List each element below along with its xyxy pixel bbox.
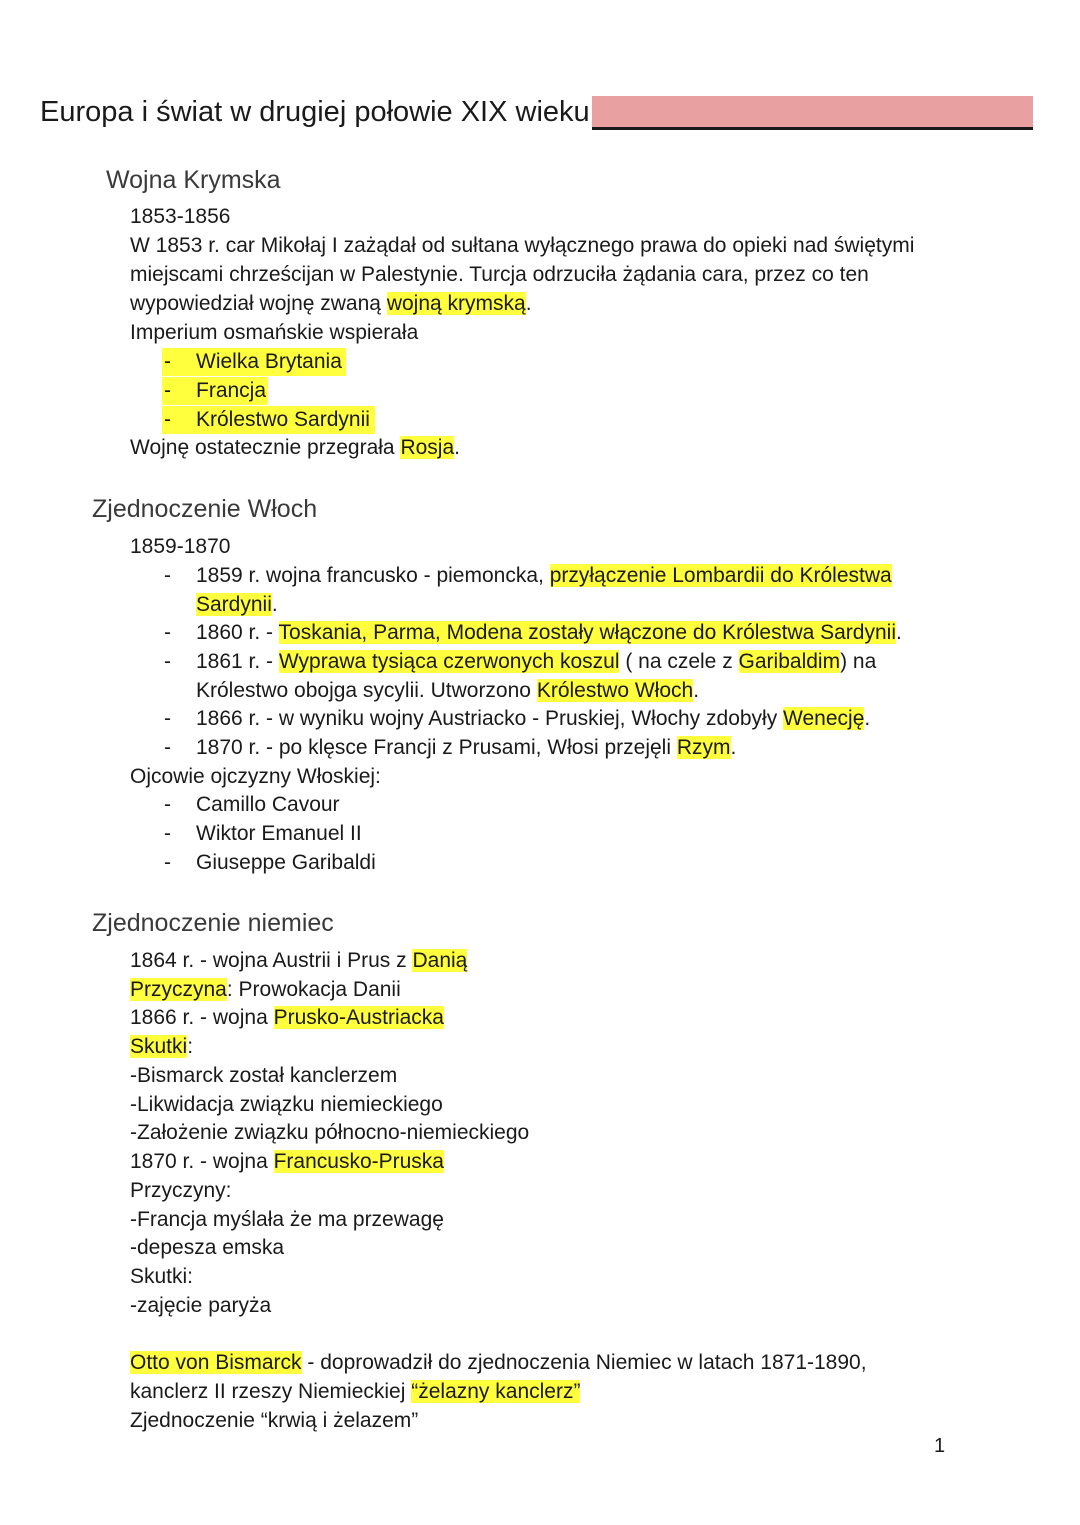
highlight: Prusko-Austriacka <box>273 1006 444 1029</box>
italy-event <box>196 648 876 677</box>
text: 1870 r. - wojna <box>130 1150 274 1173</box>
germany-line <box>130 976 401 1005</box>
text: . <box>525 292 532 315</box>
list-dash: - <box>164 736 171 759</box>
highlight: Toskania, Parma, Modena zostały włączone do Królestwa Sardynii <box>278 621 896 644</box>
italy-event <box>196 734 736 763</box>
text: . <box>271 593 278 616</box>
ally-item: Francja <box>196 379 267 402</box>
highlight: Przyczyna <box>130 978 227 1001</box>
text: - doprowadził do zjednoczenia Niemiec w latach 1871-1890, <box>301 1351 867 1374</box>
text: ) na <box>840 650 877 673</box>
list-dash: - <box>164 408 171 431</box>
title-bar <box>592 96 1033 130</box>
ally-item: Królestwo Sardynii <box>196 408 370 431</box>
germany-line: -depesza emska <box>130 1236 285 1259</box>
bismarck-line <box>130 1378 580 1407</box>
section-heading-crimean-war: Wojna Krymska <box>106 166 281 194</box>
germany-line: -zajęcie paryża <box>130 1294 272 1317</box>
germany-line: -Założenie związku północno-niemieckiego <box>130 1121 530 1144</box>
italy-event <box>196 705 870 734</box>
list-dash: - <box>164 350 171 373</box>
text: Królestwo obojga sycylii. Utworzono <box>196 679 537 702</box>
text: kanclerz II rzeszy Niemieckiej <box>130 1380 412 1403</box>
highlight: wojną krymską <box>386 292 526 315</box>
bismarck-line: Zjednoczenie “krwią i żelazem” <box>130 1409 419 1432</box>
highlight: Francusko-Pruska <box>273 1150 444 1173</box>
list-dash: - <box>164 564 171 587</box>
text: 1859 r. wojna francusko - piemoncka, <box>196 564 550 587</box>
highlight: przyłączenie Lombardii do Królestwa <box>549 564 892 587</box>
italy-event-continuation <box>196 591 278 620</box>
crimean-support-intro: Imperium osmańskie wspierała <box>130 321 419 344</box>
germany-line <box>130 1033 193 1062</box>
crimean-years: 1853-1856 <box>130 205 231 228</box>
highlight: Wenecję <box>783 707 865 730</box>
highlight: Królestwo Włoch <box>536 679 694 702</box>
highlight: Danią <box>412 949 468 972</box>
fathers-intro: Ojcowie ojczyzny Włoskiej: <box>130 765 381 788</box>
list-dash: - <box>164 851 171 874</box>
text: 1866 r. - w wyniku wojny Austriacko - Pruskiej, Włochy zdobyły <box>196 707 784 730</box>
crimean-paragraph-line: miejscami chrześcijan w Palestynie. Turcja odrzuciła żądania cara, przez co ten <box>130 263 869 286</box>
text: 1866 r. - wojna <box>130 1006 274 1029</box>
italy-event <box>196 562 892 591</box>
highlight: Rzym <box>676 736 731 759</box>
list-dash: - <box>164 822 171 845</box>
text: . <box>454 436 460 459</box>
list-dash: - <box>164 793 171 816</box>
text: 1861 r. - <box>196 650 279 673</box>
highlight: Rosja <box>400 436 455 459</box>
ally-item: Wielka Brytania <box>196 350 342 373</box>
text: 1864 r. - wojna Austrii i Prus z <box>130 949 413 972</box>
highlight: Skutki <box>130 1035 188 1058</box>
bismarck-line <box>130 1349 867 1378</box>
germany-line: -Bismarck został kanclerzem <box>130 1064 398 1087</box>
father-item: Camillo Cavour <box>196 793 340 816</box>
text: wypowiedział wojnę zwaną <box>130 292 387 315</box>
highlight: “żelazny kanclerz” <box>411 1380 581 1403</box>
text: . <box>864 707 871 730</box>
germany-line: -Likwidacja związku niemieckiego <box>130 1093 443 1116</box>
highlight: Wyprawa tysiąca czerwonych koszul <box>278 650 620 673</box>
highlight: Garibaldim <box>738 650 841 673</box>
text: . <box>896 621 902 644</box>
germany-line <box>130 947 467 976</box>
section-heading-italy: Zjednoczenie Włoch <box>92 495 318 523</box>
italy-event-continuation <box>196 677 699 706</box>
germany-line: -Francja myślała że ma przewagę <box>130 1208 444 1231</box>
text: Wojnę ostatecznie przegrała <box>130 436 401 459</box>
germany-line: Przyczyny: <box>130 1179 232 1202</box>
highlight: Otto von Bismarck <box>130 1351 302 1374</box>
text: . <box>730 736 737 759</box>
italy-event <box>196 619 902 648</box>
page-number: 1 <box>934 1435 946 1457</box>
text: : <box>187 1035 194 1058</box>
text: ( na czele z <box>619 650 739 673</box>
text: . <box>693 679 700 702</box>
page-title: Europa i świat w drugiej połowie XIX wieku <box>40 96 590 128</box>
section-heading-germany: Zjednoczenie niemiec <box>92 909 334 937</box>
text: 1870 r. - po klęsce Francji z Prusami, Włosi przejęli <box>196 736 677 759</box>
germany-line <box>130 1148 444 1177</box>
germany-line <box>130 1004 444 1033</box>
father-item: Wiktor Emanuel II <box>196 822 362 845</box>
crimean-paragraph-line: W 1853 r. car Mikołaj I zażądał od sułtana wyłącznego prawa do opieki nad świętymi <box>130 234 915 257</box>
italy-years: 1859-1870 <box>130 535 231 558</box>
text: 1860 r. - <box>196 621 279 644</box>
father-item: Giuseppe Garibaldi <box>196 851 376 874</box>
crimean-paragraph-line <box>130 290 532 319</box>
list-dash: - <box>164 379 171 402</box>
crimean-result <box>130 434 460 463</box>
list-dash: - <box>164 707 171 730</box>
highlight: Sardynii <box>196 593 272 616</box>
text: : Prowokacja Danii <box>226 978 401 1001</box>
list-dash: - <box>164 650 171 673</box>
list-dash: - <box>164 621 171 644</box>
germany-line: Skutki: <box>130 1265 194 1288</box>
